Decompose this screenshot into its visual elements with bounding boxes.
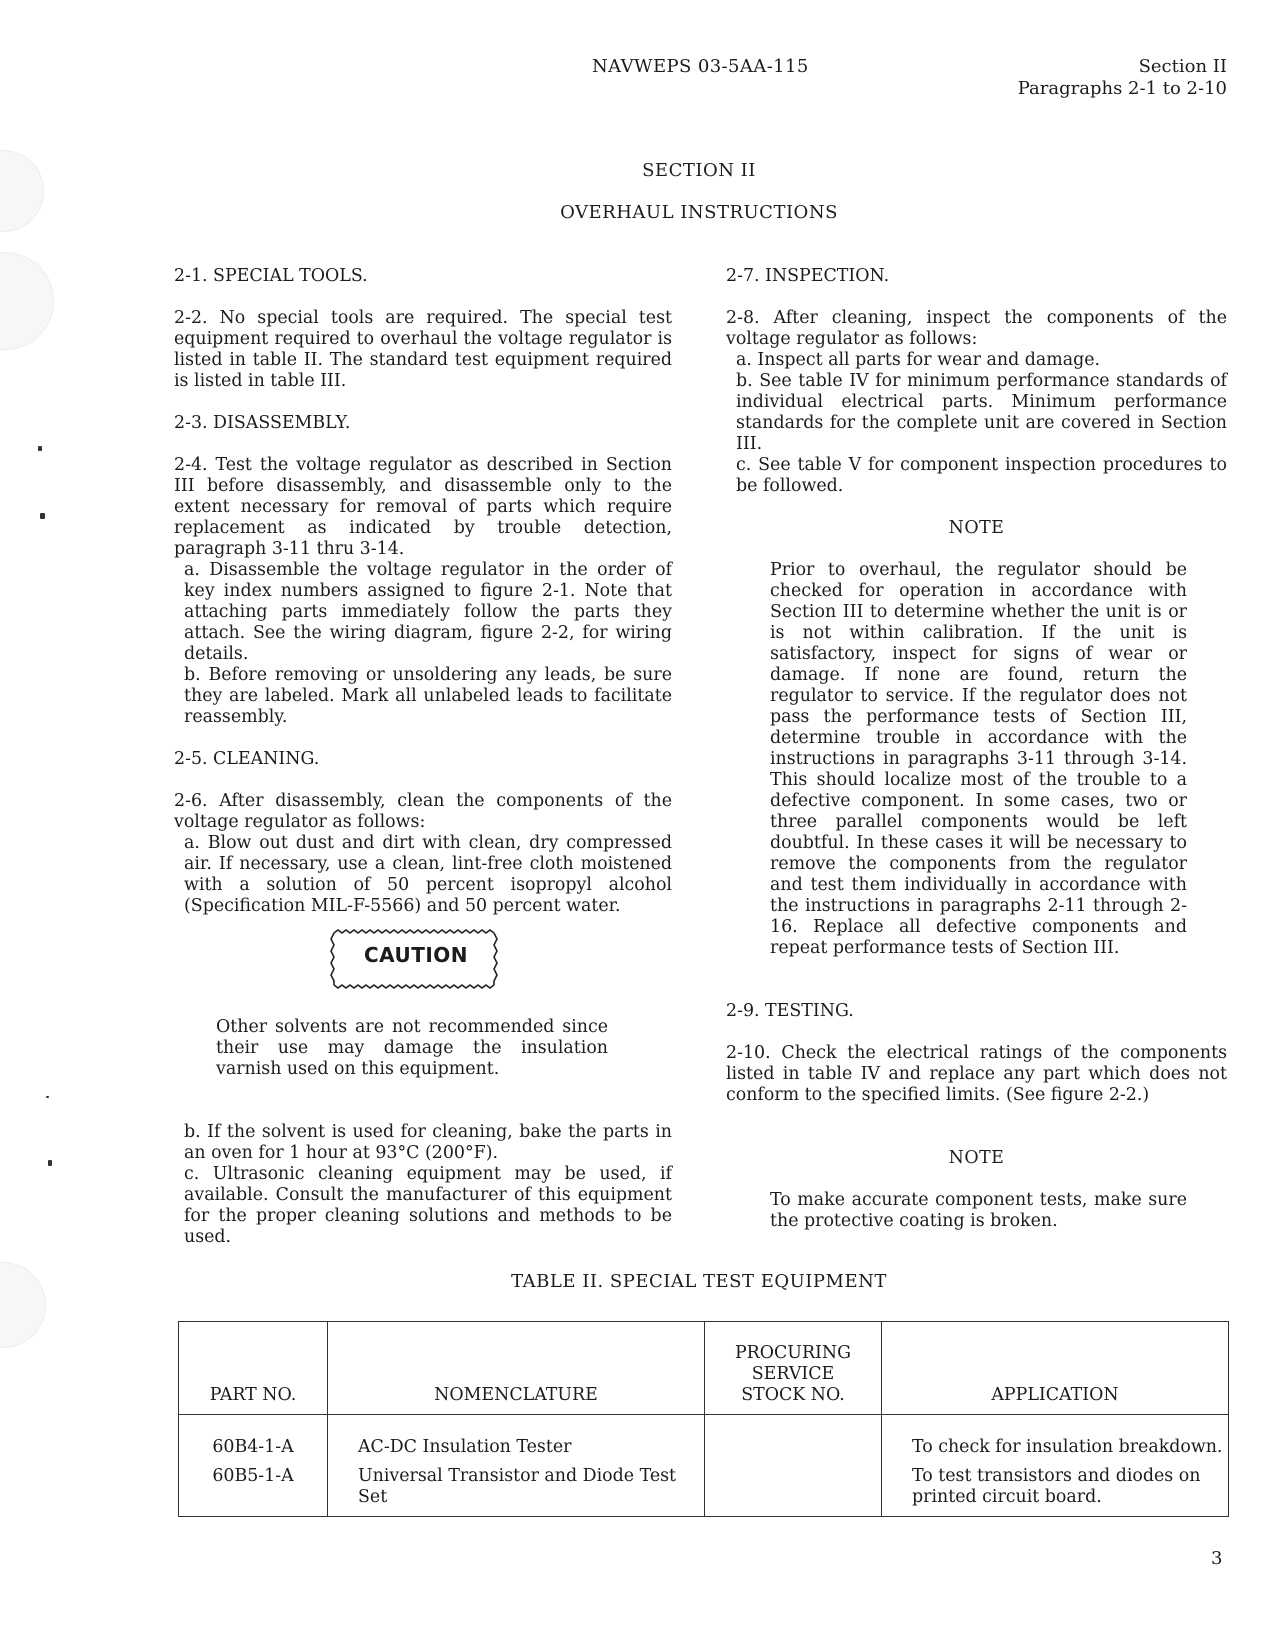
- header-paragraphs: Paragraphs 2-1 to 2-10: [1017, 78, 1227, 99]
- para-2-4-a: a. Disassemble the voltage regulator in the order of key index numbers assigned to figure 2-1. Note that attaching parts immediately follow the parts they attach. See the wiring diagram, figure 2-2, for wiring details.: [184, 560, 672, 664]
- cell-application: To check for insulation breakdown.: [882, 1415, 1229, 1467]
- para-2-2: 2-2. No special tools are required. The special test equipment required to overhaul the voltage regulator is listed in table II. The standard test equipment required is listed in table III.: [174, 308, 672, 391]
- caution-box: [174, 927, 672, 1011]
- col-header-nomenclature: NOMENCLATURE: [328, 1322, 705, 1415]
- note-heading: NOTE: [948, 518, 1005, 538]
- para-2-8-c: c. See table V for component inspection procedures to be followed.: [736, 455, 1227, 496]
- header-section: Section II: [1138, 56, 1227, 77]
- table-title: TABLE II. SPECIAL TEST EQUIPMENT: [511, 1271, 887, 1292]
- cell-nomenclature: AC-DC Insulation Tester: [328, 1415, 705, 1467]
- para-2-8-b: b. See table IV for minimum performance standards of individual electrical parts. Minimum performance standards for the complete unit are covered in Section III.: [736, 371, 1227, 454]
- page-number: 3: [1211, 1548, 1223, 1569]
- heading-special-tools: 2-1. SPECIAL TOOLS.: [174, 266, 368, 286]
- punch-hole-middle: [0, 252, 54, 350]
- heading-testing: 2-9. TESTING.: [726, 1001, 854, 1021]
- cell-stock-no: [705, 1415, 882, 1467]
- left-column: [174, 266, 672, 1248]
- table-row: [179, 1466, 1229, 1517]
- para-2-6-b: b. If the solvent is used for cleaning, bake the parts in an oven for 1 hour at 93°C (200°F).: [184, 1122, 672, 1163]
- col-header-stock-no: PROCURING SERVICE STOCK NO.: [705, 1322, 882, 1415]
- header-section-info: [1018, 56, 1227, 100]
- table-header-row: [179, 1322, 1229, 1415]
- cell-part-no: 60B4-1-A: [179, 1415, 328, 1467]
- caution-text: Other solvents are not recommended since their use may damage the insulation varnish used on this equipment.: [216, 1017, 608, 1079]
- note-body: To make accurate component tests, make sure the protective coating is broken.: [770, 1190, 1187, 1231]
- para-2-6-a: a. Blow out dust and dirt with clean, dry compressed air. If necessary, use a clean, lint-free cloth moistened with a solution of 50 percent isopropyl alcohol (Specification MIL-F-5566) and 50 percent water.: [184, 833, 672, 916]
- para-2-8: 2-8. After cleaning, inspect the components of the voltage regulator as follows:: [726, 308, 1227, 349]
- col-header-part-no: PART NO.: [179, 1322, 328, 1415]
- speck-mark: [48, 1160, 52, 1166]
- table-row: [179, 1415, 1229, 1467]
- caution-label: CAUTION: [363, 943, 469, 967]
- cell-stock-no: [705, 1466, 882, 1517]
- document-id: NAVWEPS 03-5AA-115: [592, 56, 809, 77]
- para-2-6: 2-6. After disassembly, clean the components of the voltage regulator as follows:: [174, 791, 672, 832]
- para-2-8-a: a. Inspect all parts for wear and damage.: [736, 350, 1101, 370]
- right-column: [726, 266, 1227, 1232]
- para-2-4: 2-4. Test the voltage regulator as described in Section III before disassembly, and disassemble only to the extent necessary for removal of parts which require replacement as indicated by trouble detection, paragraph 3-11 thru 3-14.: [174, 455, 672, 559]
- speck-mark: [40, 513, 45, 519]
- cell-part-no: 60B5-1-A: [179, 1466, 328, 1517]
- para-2-4-b: b. Before removing or unsoldering any leads, be sure they are labeled. Mark all unlabeled leads to facilitate reassembly.: [184, 665, 672, 727]
- note-heading: NOTE: [948, 1148, 1005, 1168]
- special-test-equipment-table: [178, 1321, 1229, 1517]
- heading-cleaning: 2-5. CLEANING.: [174, 749, 320, 769]
- para-2-6-c: c. Ultrasonic cleaning equipment may be used, if available. Consult the manufacturer of this equipment for the proper cleaning solutions and methods to be used.: [184, 1164, 672, 1247]
- para-2-10: 2-10. Check the electrical ratings of the components listed in table IV and replace any part which does not conform to the specified limits. (See figure 2-2.): [726, 1043, 1227, 1105]
- heading-inspection: 2-7. INSPECTION.: [726, 266, 890, 286]
- cell-application: To test transistors and diodes on printed circuit board.: [882, 1466, 1229, 1517]
- col-header-application: APPLICATION: [882, 1322, 1229, 1415]
- note-body: Prior to overhaul, the regulator should be checked for operation in accordance with Section III to determine whether the unit is or is not within calibration. If the unit is satisfactory, inspect for signs of wear or damage. If none are found, return the regulator to service. If the regulator does not pass the performance tests of Section III, determine trouble in accordance with the instructions in paragraphs 3-11 through 3-14. This should localize most of the trouble to a defective component. In some cases, two or three parallel components would be left doubtful. In these cases it will be necessary to remove the components from the regulator and test them individually in accordance with the instructions in paragraphs 2-11 through 2-16. Replace all defective components and repeat performance tests of Section III.: [770, 560, 1187, 958]
- section-subtitle: OVERHAUL INSTRUCTIONS: [560, 202, 838, 223]
- speck-mark: [46, 1096, 49, 1098]
- heading-disassembly: 2-3. DISASSEMBLY.: [174, 413, 351, 433]
- section-title: SECTION II: [642, 160, 756, 181]
- cell-nomenclature: Universal Transistor and Diode Test Set: [328, 1466, 705, 1517]
- speck-mark: [38, 446, 42, 451]
